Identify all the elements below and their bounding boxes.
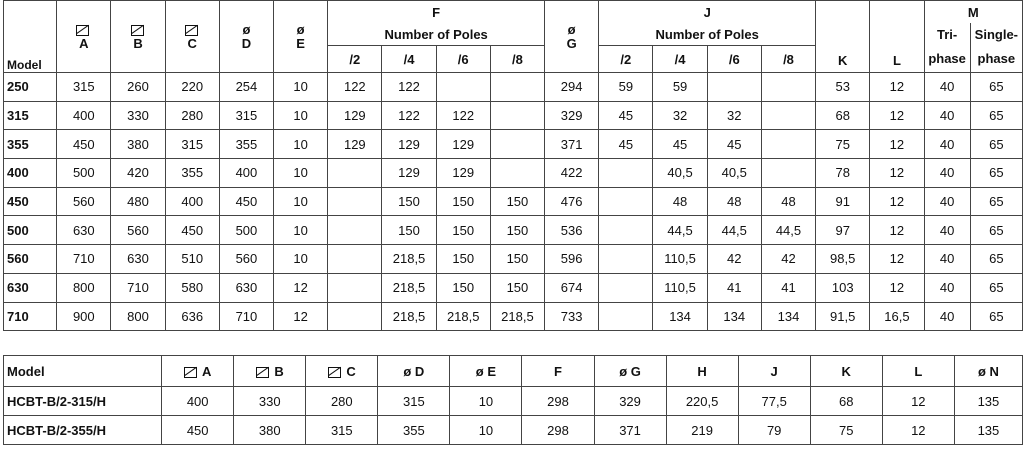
table-cell: 450	[57, 130, 111, 159]
table-cell: 40,5	[707, 159, 761, 188]
rectangle-slash-icon	[256, 367, 269, 378]
hcbt-models-table-body	[4, 387, 1023, 445]
rectangle-slash-icon	[131, 25, 144, 36]
table-cell: 329	[545, 101, 599, 130]
table-cell	[328, 302, 382, 331]
table-cell: 134	[761, 302, 815, 331]
model-cell: 315	[4, 101, 57, 130]
table-cell: 48	[653, 187, 707, 216]
table-cell: 294	[545, 73, 599, 102]
table-cell	[599, 187, 653, 216]
table-cell: 450	[165, 216, 219, 245]
table-cell: 129	[382, 130, 436, 159]
table-cell: 260	[111, 73, 165, 102]
table-cell: 400	[57, 101, 111, 130]
rectangle-slash-icon	[185, 25, 198, 36]
table-cell: 59	[653, 73, 707, 102]
table-cell: 355	[165, 159, 219, 188]
table-cell	[328, 187, 382, 216]
header-f-pole: /8	[490, 46, 544, 73]
table-cell	[599, 216, 653, 245]
table-cell: 48	[761, 187, 815, 216]
table-cell: 380	[234, 416, 306, 445]
table-cell: 12	[870, 273, 924, 302]
header-f: F	[522, 356, 594, 387]
table-cell	[328, 159, 382, 188]
table-cell: 122	[382, 73, 436, 102]
model-cell: 355	[4, 130, 57, 159]
table-cell: 630	[111, 245, 165, 274]
model-cell: HCBT-B/2-355/H	[4, 416, 162, 445]
table-cell: 45	[599, 130, 653, 159]
table-cell: 422	[545, 159, 599, 188]
table-cell: 630	[57, 216, 111, 245]
table-cell: 77,5	[738, 387, 810, 416]
table-cell: 630	[219, 273, 273, 302]
table-cell	[761, 159, 815, 188]
table-cell: 12	[882, 387, 954, 416]
table-cell: 500	[219, 216, 273, 245]
table-cell: 800	[57, 273, 111, 302]
table-cell: 150	[436, 216, 490, 245]
header-d: ø D	[219, 1, 273, 73]
table-cell: 400	[162, 387, 234, 416]
header-f-pole: /6	[436, 46, 490, 73]
table-cell: 355	[219, 130, 273, 159]
table-cell: 476	[545, 187, 599, 216]
table-cell: 560	[111, 216, 165, 245]
table-cell: 400	[219, 159, 273, 188]
table-cell	[328, 273, 382, 302]
table-cell	[599, 245, 653, 274]
table-cell: 40,5	[653, 159, 707, 188]
header-model: Model	[4, 1, 57, 73]
table-cell: 44,5	[653, 216, 707, 245]
model-cell: 500	[4, 216, 57, 245]
table-cell: 135	[954, 416, 1022, 445]
table-cell: 68	[816, 101, 870, 130]
header-k: K	[810, 356, 882, 387]
table-cell: 150	[436, 245, 490, 274]
header-j: J	[738, 356, 810, 387]
table-cell: 710	[111, 273, 165, 302]
header-m-tri-top: Tri-	[924, 23, 970, 46]
header-j: J	[599, 1, 816, 24]
table-cell: 150	[490, 273, 544, 302]
table-cell: 150	[382, 216, 436, 245]
header-model: Model	[4, 356, 162, 387]
table-cell: 91	[816, 187, 870, 216]
table-cell: 280	[306, 387, 378, 416]
rectangle-slash-icon	[76, 25, 89, 36]
table-cell: 10	[450, 416, 522, 445]
table-cell	[490, 73, 544, 102]
table-cell: 65	[970, 245, 1022, 274]
header-j-pole: /8	[761, 46, 815, 73]
table-cell: 150	[382, 187, 436, 216]
table-cell: 40	[924, 273, 970, 302]
table-cell: 134	[707, 302, 761, 331]
header-n: ø N	[954, 356, 1022, 387]
table-cell: 560	[57, 187, 111, 216]
table-cell: 12	[274, 273, 328, 302]
model-cell: 630	[4, 273, 57, 302]
table-cell: 44,5	[761, 216, 815, 245]
dimensions-table-body	[4, 73, 1023, 331]
table-row	[4, 245, 1023, 274]
table-cell: 129	[328, 130, 382, 159]
table-cell	[328, 245, 382, 274]
table-cell: 420	[111, 159, 165, 188]
header-c: C	[165, 1, 219, 73]
table-cell: 65	[970, 273, 1022, 302]
table-cell: 40	[924, 101, 970, 130]
table-cell: 596	[545, 245, 599, 274]
table-cell: 900	[57, 302, 111, 331]
table-cell: 122	[328, 73, 382, 102]
table-cell: 218,5	[382, 302, 436, 331]
table-cell: 150	[436, 187, 490, 216]
header-e: ø E	[274, 1, 328, 73]
table-cell: 580	[165, 273, 219, 302]
model-cell: 560	[4, 245, 57, 274]
table-cell: 219	[666, 416, 738, 445]
table-cell: 110,5	[653, 245, 707, 274]
table-cell: 40	[924, 216, 970, 245]
table-cell: 48	[707, 187, 761, 216]
table-row	[4, 159, 1023, 188]
table-cell: 400	[165, 187, 219, 216]
table-row	[4, 187, 1023, 216]
table-cell: 65	[970, 216, 1022, 245]
table-cell	[761, 73, 815, 102]
rectangle-slash-icon	[328, 367, 341, 378]
header-g: ø G	[545, 1, 599, 73]
table-cell: 12	[870, 101, 924, 130]
table-cell: 710	[219, 302, 273, 331]
header-m-single-bottom: phase	[970, 46, 1022, 73]
table-cell: 330	[111, 101, 165, 130]
table-cell: 40	[924, 159, 970, 188]
table-cell: 59	[599, 73, 653, 102]
header-l: L	[882, 356, 954, 387]
hcbt-models-table	[3, 355, 1023, 445]
table-cell: 12	[870, 159, 924, 188]
table-cell: 68	[810, 387, 882, 416]
table-cell: 135	[954, 387, 1022, 416]
table-cell: 45	[653, 130, 707, 159]
table-cell: 500	[57, 159, 111, 188]
table-cell: 636	[165, 302, 219, 331]
table-cell: 65	[970, 159, 1022, 188]
header-e: ø E	[450, 356, 522, 387]
table-cell: 65	[970, 73, 1022, 102]
table-row	[4, 130, 1023, 159]
table-cell: 298	[522, 416, 594, 445]
table-cell: 53	[816, 73, 870, 102]
table-cell: 220	[165, 73, 219, 102]
table-cell: 129	[436, 159, 490, 188]
table-cell	[490, 159, 544, 188]
table-cell: 536	[545, 216, 599, 245]
table-cell: 12	[882, 416, 954, 445]
header-g: ø G	[594, 356, 666, 387]
table-cell: 16,5	[870, 302, 924, 331]
table-cell: 12	[274, 302, 328, 331]
header-j-pole: /4	[653, 46, 707, 73]
table-cell: 10	[450, 387, 522, 416]
table-cell	[599, 159, 653, 188]
header-c: C	[306, 356, 378, 387]
table-row	[4, 387, 1023, 416]
table-row	[4, 416, 1023, 445]
table-cell: 41	[707, 273, 761, 302]
table-cell: 800	[111, 302, 165, 331]
table-cell	[761, 101, 815, 130]
table-cell: 65	[970, 101, 1022, 130]
table-cell: 150	[490, 187, 544, 216]
header-m-single-top: Single-	[970, 23, 1022, 46]
header-a: A	[57, 1, 111, 73]
table-row	[4, 302, 1023, 331]
table-cell: 315	[306, 416, 378, 445]
table-cell: 40	[924, 130, 970, 159]
table-cell: 10	[274, 73, 328, 102]
table-cell: 42	[761, 245, 815, 274]
table-cell: 122	[436, 101, 490, 130]
table-cell: 40	[924, 187, 970, 216]
header-f-pole: /4	[382, 46, 436, 73]
table-cell: 78	[816, 159, 870, 188]
table-cell: 40	[924, 302, 970, 331]
table-cell	[707, 73, 761, 102]
table-cell: 254	[219, 73, 273, 102]
dimensions-table	[3, 0, 1023, 331]
table-cell: 129	[328, 101, 382, 130]
header-l: L	[870, 1, 924, 73]
table-cell: 380	[111, 130, 165, 159]
header-f-pole: /2	[328, 46, 382, 73]
table-cell: 150	[436, 273, 490, 302]
table-cell: 315	[57, 73, 111, 102]
table-cell	[599, 273, 653, 302]
table-cell: 41	[761, 273, 815, 302]
model-cell: 400	[4, 159, 57, 188]
table-cell	[436, 73, 490, 102]
table-cell: 122	[382, 101, 436, 130]
table-cell: 10	[274, 101, 328, 130]
table-row	[4, 273, 1023, 302]
table-cell: 315	[219, 101, 273, 130]
table-cell: 329	[594, 387, 666, 416]
table-cell: 330	[234, 387, 306, 416]
header-k: K	[816, 1, 870, 73]
table-cell: 12	[870, 187, 924, 216]
model-cell: 250	[4, 73, 57, 102]
table-cell: 560	[219, 245, 273, 274]
table-cell	[761, 130, 815, 159]
table-cell: 150	[490, 245, 544, 274]
table-cell: 220,5	[666, 387, 738, 416]
table-cell: 75	[810, 416, 882, 445]
table-cell: 40	[924, 245, 970, 274]
table-cell: 12	[870, 245, 924, 274]
table-cell: 91,5	[816, 302, 870, 331]
table-cell: 510	[165, 245, 219, 274]
header-j-pole: /6	[707, 46, 761, 73]
header-m-tri-bottom: phase	[924, 46, 970, 73]
table-cell: 45	[599, 101, 653, 130]
table-cell: 10	[274, 216, 328, 245]
table-cell: 40	[924, 73, 970, 102]
table-cell: 733	[545, 302, 599, 331]
header-b: B	[111, 1, 165, 73]
model-cell: 710	[4, 302, 57, 331]
table-cell: 45	[707, 130, 761, 159]
header-d: ø D	[378, 356, 450, 387]
table-cell: 218,5	[382, 245, 436, 274]
table-row	[4, 216, 1023, 245]
table-cell: 480	[111, 187, 165, 216]
table-cell: 371	[594, 416, 666, 445]
model-cell: 450	[4, 187, 57, 216]
table-cell: 98,5	[816, 245, 870, 274]
table-cell: 218,5	[490, 302, 544, 331]
table-cell: 674	[545, 273, 599, 302]
header-f-subtitle: Number of Poles	[328, 23, 545, 46]
header-h: H	[666, 356, 738, 387]
table-cell: 355	[378, 416, 450, 445]
table-cell: 218,5	[436, 302, 490, 331]
table-cell: 10	[274, 187, 328, 216]
table-cell	[490, 130, 544, 159]
table-cell: 129	[382, 159, 436, 188]
table-cell: 12	[870, 216, 924, 245]
table-cell: 103	[816, 273, 870, 302]
table-cell: 65	[970, 302, 1022, 331]
table-cell: 280	[165, 101, 219, 130]
table-cell: 450	[219, 187, 273, 216]
header-j-pole: /2	[599, 46, 653, 73]
model-cell: HCBT-B/2-315/H	[4, 387, 162, 416]
table-cell: 32	[653, 101, 707, 130]
header-m: M	[924, 1, 1022, 24]
header-j-subtitle: Number of Poles	[599, 23, 816, 46]
header-f: F	[328, 1, 545, 24]
table-cell: 65	[970, 187, 1022, 216]
table-cell: 32	[707, 101, 761, 130]
table-cell: 315	[165, 130, 219, 159]
table-row	[4, 73, 1023, 102]
table-cell: 10	[274, 245, 328, 274]
table-cell: 150	[490, 216, 544, 245]
rectangle-slash-icon	[184, 367, 197, 378]
table-cell: 10	[274, 130, 328, 159]
table-cell	[599, 302, 653, 331]
table-cell: 218,5	[382, 273, 436, 302]
header-a: A	[162, 356, 234, 387]
table-cell: 97	[816, 216, 870, 245]
table-cell: 44,5	[707, 216, 761, 245]
table-cell: 12	[870, 73, 924, 102]
table-cell: 710	[57, 245, 111, 274]
table-cell: 75	[816, 130, 870, 159]
table-cell: 12	[870, 130, 924, 159]
table-cell: 129	[436, 130, 490, 159]
table-cell: 298	[522, 387, 594, 416]
table-cell: 79	[738, 416, 810, 445]
table-cell	[490, 101, 544, 130]
table-cell	[328, 216, 382, 245]
table-cell: 110,5	[653, 273, 707, 302]
table-cell: 10	[274, 159, 328, 188]
table-cell: 315	[378, 387, 450, 416]
table-row	[4, 101, 1023, 130]
table-cell: 450	[162, 416, 234, 445]
header-b: B	[234, 356, 306, 387]
table-cell: 134	[653, 302, 707, 331]
table-cell: 42	[707, 245, 761, 274]
table-cell: 371	[545, 130, 599, 159]
table-cell: 65	[970, 130, 1022, 159]
